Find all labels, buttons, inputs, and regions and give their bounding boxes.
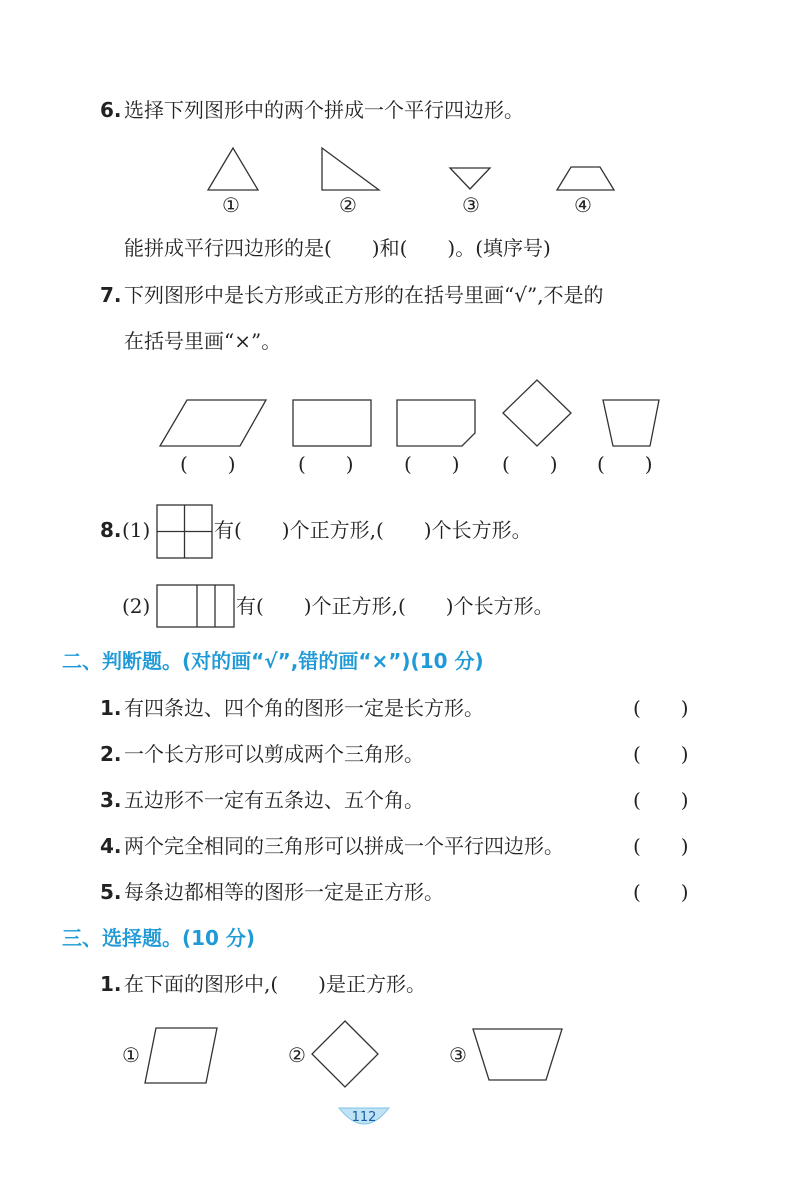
s3-q1-text: 在下面的图形中,( )是正方形。 [124, 972, 426, 996]
s2-item3-blank[interactable]: ( ) [633, 788, 689, 812]
q8-part2-label: (2) [122, 594, 151, 618]
q6-label-1: ① [222, 193, 240, 217]
q7-blank-2[interactable]: ( ) [298, 452, 354, 476]
q6-answer-line: 能拼成平行四边形的是( )和( )。(填序号) [124, 236, 551, 260]
q6-shape-4-trapezoid [557, 167, 614, 190]
s3-label-3: ③ [449, 1043, 467, 1067]
s2-item3-text: 五边形不一定有五条边、五个角。 [124, 788, 424, 812]
q7-blank-1[interactable]: ( ) [180, 452, 236, 476]
s3-q1-number: 1. [100, 972, 122, 996]
q6-label-2: ② [339, 193, 357, 217]
s3-shape-3-trapezoid [473, 1029, 562, 1080]
q7-text-line2: 在括号里画“×”。 [124, 329, 282, 353]
s2-item1-text: 有四条边、四个角的图形一定是长方形。 [124, 696, 484, 720]
q6-shape-1-isosceles-triangle [208, 148, 258, 190]
q8-part2-text: 有( )个正方形,( )个长方形。 [236, 594, 554, 618]
q8-part1-label: (1) [122, 518, 151, 542]
s3-label-2: ② [288, 1043, 306, 1067]
s2-item4-text: 两个完全相同的三角形可以拼成一个平行四边形。 [124, 834, 564, 858]
q7-shape-rectangle [293, 400, 371, 446]
s3-shape-1-parallelogram [145, 1028, 217, 1083]
s2-item5-blank[interactable]: ( ) [633, 880, 689, 904]
q7-shape-trapezoid [603, 400, 659, 446]
q7-shape-rotated-square [503, 380, 571, 446]
q7-text-line1: 下列图形中是长方形或正方形的在括号里画“√”,不是的 [124, 283, 604, 307]
s2-item2-text: 一个长方形可以剪成两个三角形。 [124, 742, 424, 766]
q7-shape-parallelogram [160, 400, 266, 446]
q7-blank-4[interactable]: ( ) [502, 452, 558, 476]
q7-shape-cut-corner-rectangle [397, 400, 475, 446]
s2-item1-blank[interactable]: ( ) [633, 696, 689, 720]
q6-shape-2-right-triangle [322, 148, 379, 190]
s3-label-1: ① [122, 1043, 140, 1067]
q6-label-4: ④ [574, 193, 592, 217]
q8-2-strip [157, 585, 234, 627]
s2-item5-text: 每条边都相等的图形一定是正方形。 [124, 880, 444, 904]
s2-item4-blank[interactable]: ( ) [633, 834, 689, 858]
q6-text: 选择下列图形中的两个拼成一个平行四边形。 [124, 98, 524, 122]
q6-number: 6. [100, 98, 122, 122]
page-number: 112 [351, 1110, 377, 1125]
s3-shape-2-rotated-square [312, 1021, 378, 1087]
s2-item1-number: 1. [100, 696, 122, 720]
s2-item4-number: 4. [100, 834, 122, 858]
q7-blank-5[interactable]: ( ) [597, 452, 653, 476]
s2-item5-number: 5. [100, 880, 122, 904]
q8-part1-text: 有( )个正方形,( )个长方形。 [214, 518, 532, 542]
s2-item3-number: 3. [100, 788, 122, 812]
q7-number: 7. [100, 283, 122, 307]
section2-title: 二、判断题。(对的画“√”,错的画“×”)(10 分) [62, 649, 484, 673]
q6-label-3: ③ [462, 193, 480, 217]
q6-shape-3-inverted-triangle [450, 168, 490, 189]
s2-item2-number: 2. [100, 742, 122, 766]
s2-item2-blank[interactable]: ( ) [633, 742, 689, 766]
q8-number: 8. [100, 518, 122, 542]
section3-title: 三、选择题。(10 分) [62, 926, 256, 950]
q7-blank-3[interactable]: ( ) [404, 452, 460, 476]
